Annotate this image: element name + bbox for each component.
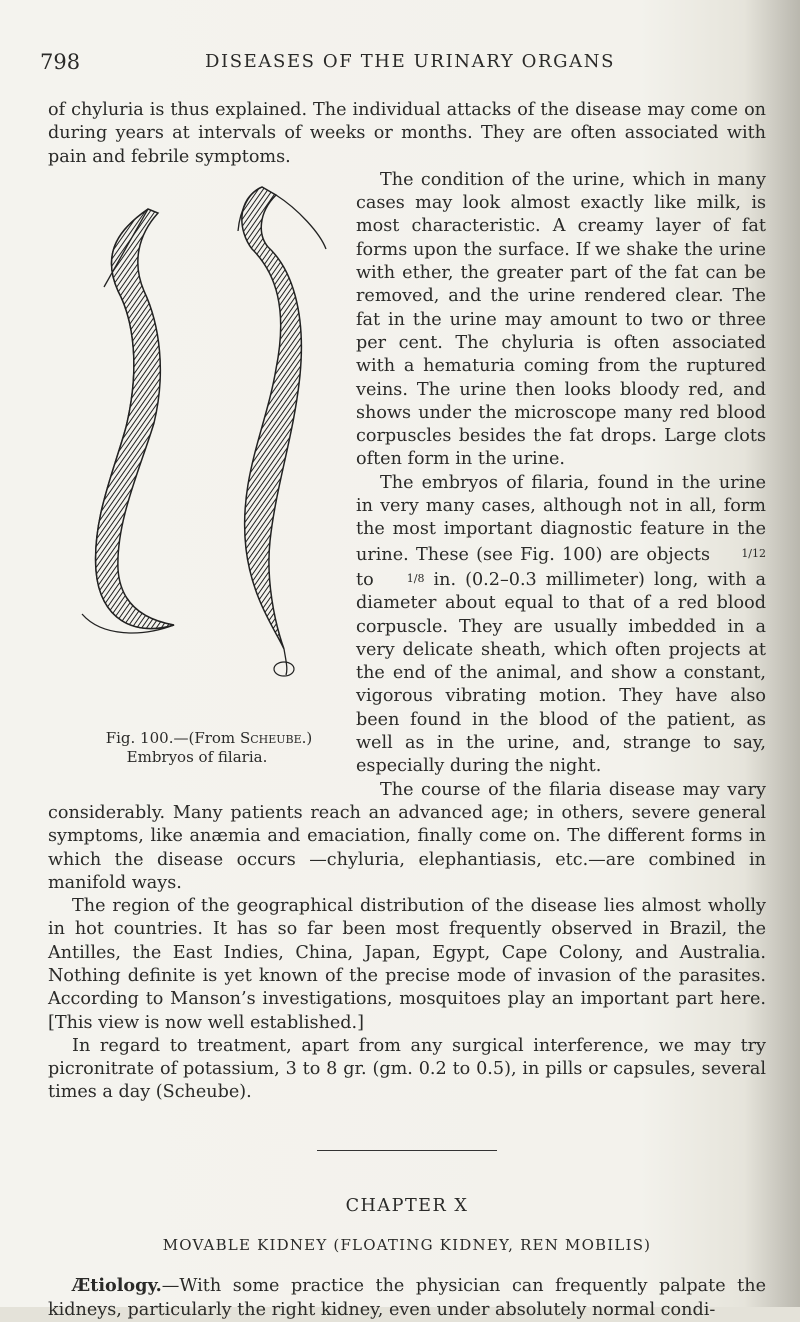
chapter-subtitle: MOVABLE KIDNEY (FLOATING KIDNEY, REN MOBILIS) [162,1236,652,1255]
figure-caption: Fig. 100.—(From Scheube.) Embryos of filaria. [105,728,313,766]
filaria-embryo-left [96,209,174,629]
paragraph-1: of chyluria is thus explained. The individual attacks of the disease may come on during years at intervals of weeks or months. They are often associated with pain and febrile symptoms. [48,100,766,167]
fraction-one-twelfth: 1/12 [741,546,767,560]
paragraph-3: The embryos of filaria, found in the urine in very many cases, although not in all, form the most important diagnostic feature in the urine. These (see Fig. 100) are objects 1/12 to 1/8 in. (0.2–0.3 millimeter) long, with a diameter about equal to that of a red blood corpuscle. They are usually imbedded in a very delicate sheath, which often projects at the end of the animal, and show a constant, vigorous vibrating motion. They have also been found in the blood of the patient, as well as in the urine, and, strange to say, especially during the night. [356,472,767,777]
body-text [48,99,766,1322]
paragraph-aetiology: Ætiology.—With some practice the physician can frequently palpate the kidneys, particularly the right kidney, even under absolutely normal condi- [48,1275,766,1320]
sheath-end-right [274,662,294,676]
paragraph-6: In regard to treatment, apart from any surgical interference, we may try picronitrate of potassium, 3 to 8 gr. (gm. 0.2 to 0.5), in pills or capsules, several times a day (Scheube). [48,1035,766,1103]
page-number: 798 [40,50,81,74]
aetiology-heading: Ætiology. [72,1275,162,1297]
fraction-one-eighth: 1/8 [406,571,425,585]
paragraph-4: The course of the filaria disease may vary considerably. Many patients reach an advanced age; in others, severe general symptoms, like anæmia and emaciation, finally come on. The different forms in which the disease occurs —chyluria, elephantiasis, etc.—are combined in manifold ways. [48,779,766,893]
filaria-embryo-right [242,187,302,649]
paragraph-2: Fig. 100.—(From Scheube.) Embryos of filaria. The condition of the urine, which in many cases may look almost exactly like milk, is most characteristic. A creamy layer of fat forms upon the surface. If we shake the urine with ether, the greater part of the fat can be removed, and the urine rendered clear. The fat in the urine may amount to two or three per cent. The chyluria is often associated with a hematuria coming from the ruptured veins. The urine then looks bloody red, and shows under the microscope many red blood corpuscles besides the fat drops. Large clots often form in the urine. [48,169,766,472]
chapter-title: CHAPTER X [345,1195,469,1216]
section-divider [317,1150,497,1151]
paragraph-5: The region of the geographical distribution of the disease lies almost wholly in hot countries. It has so far been most frequently observed in Brazil, the Antilles, the East Indies, China, Japan, Egypt, Cape Colony, and Australia. Nothing definite is yet known of the precise mode of invasion of the parasites. According to Manson’s investigations, mosquitoes play an important part here. [This view is now well established.] [48,896,766,1033]
figure-100 [48,169,346,794]
running-head: DISEASES OF THE URINARY ORGANS [205,51,616,72]
filaria-embryos-illustration [62,169,346,714]
page-header [40,50,700,80]
